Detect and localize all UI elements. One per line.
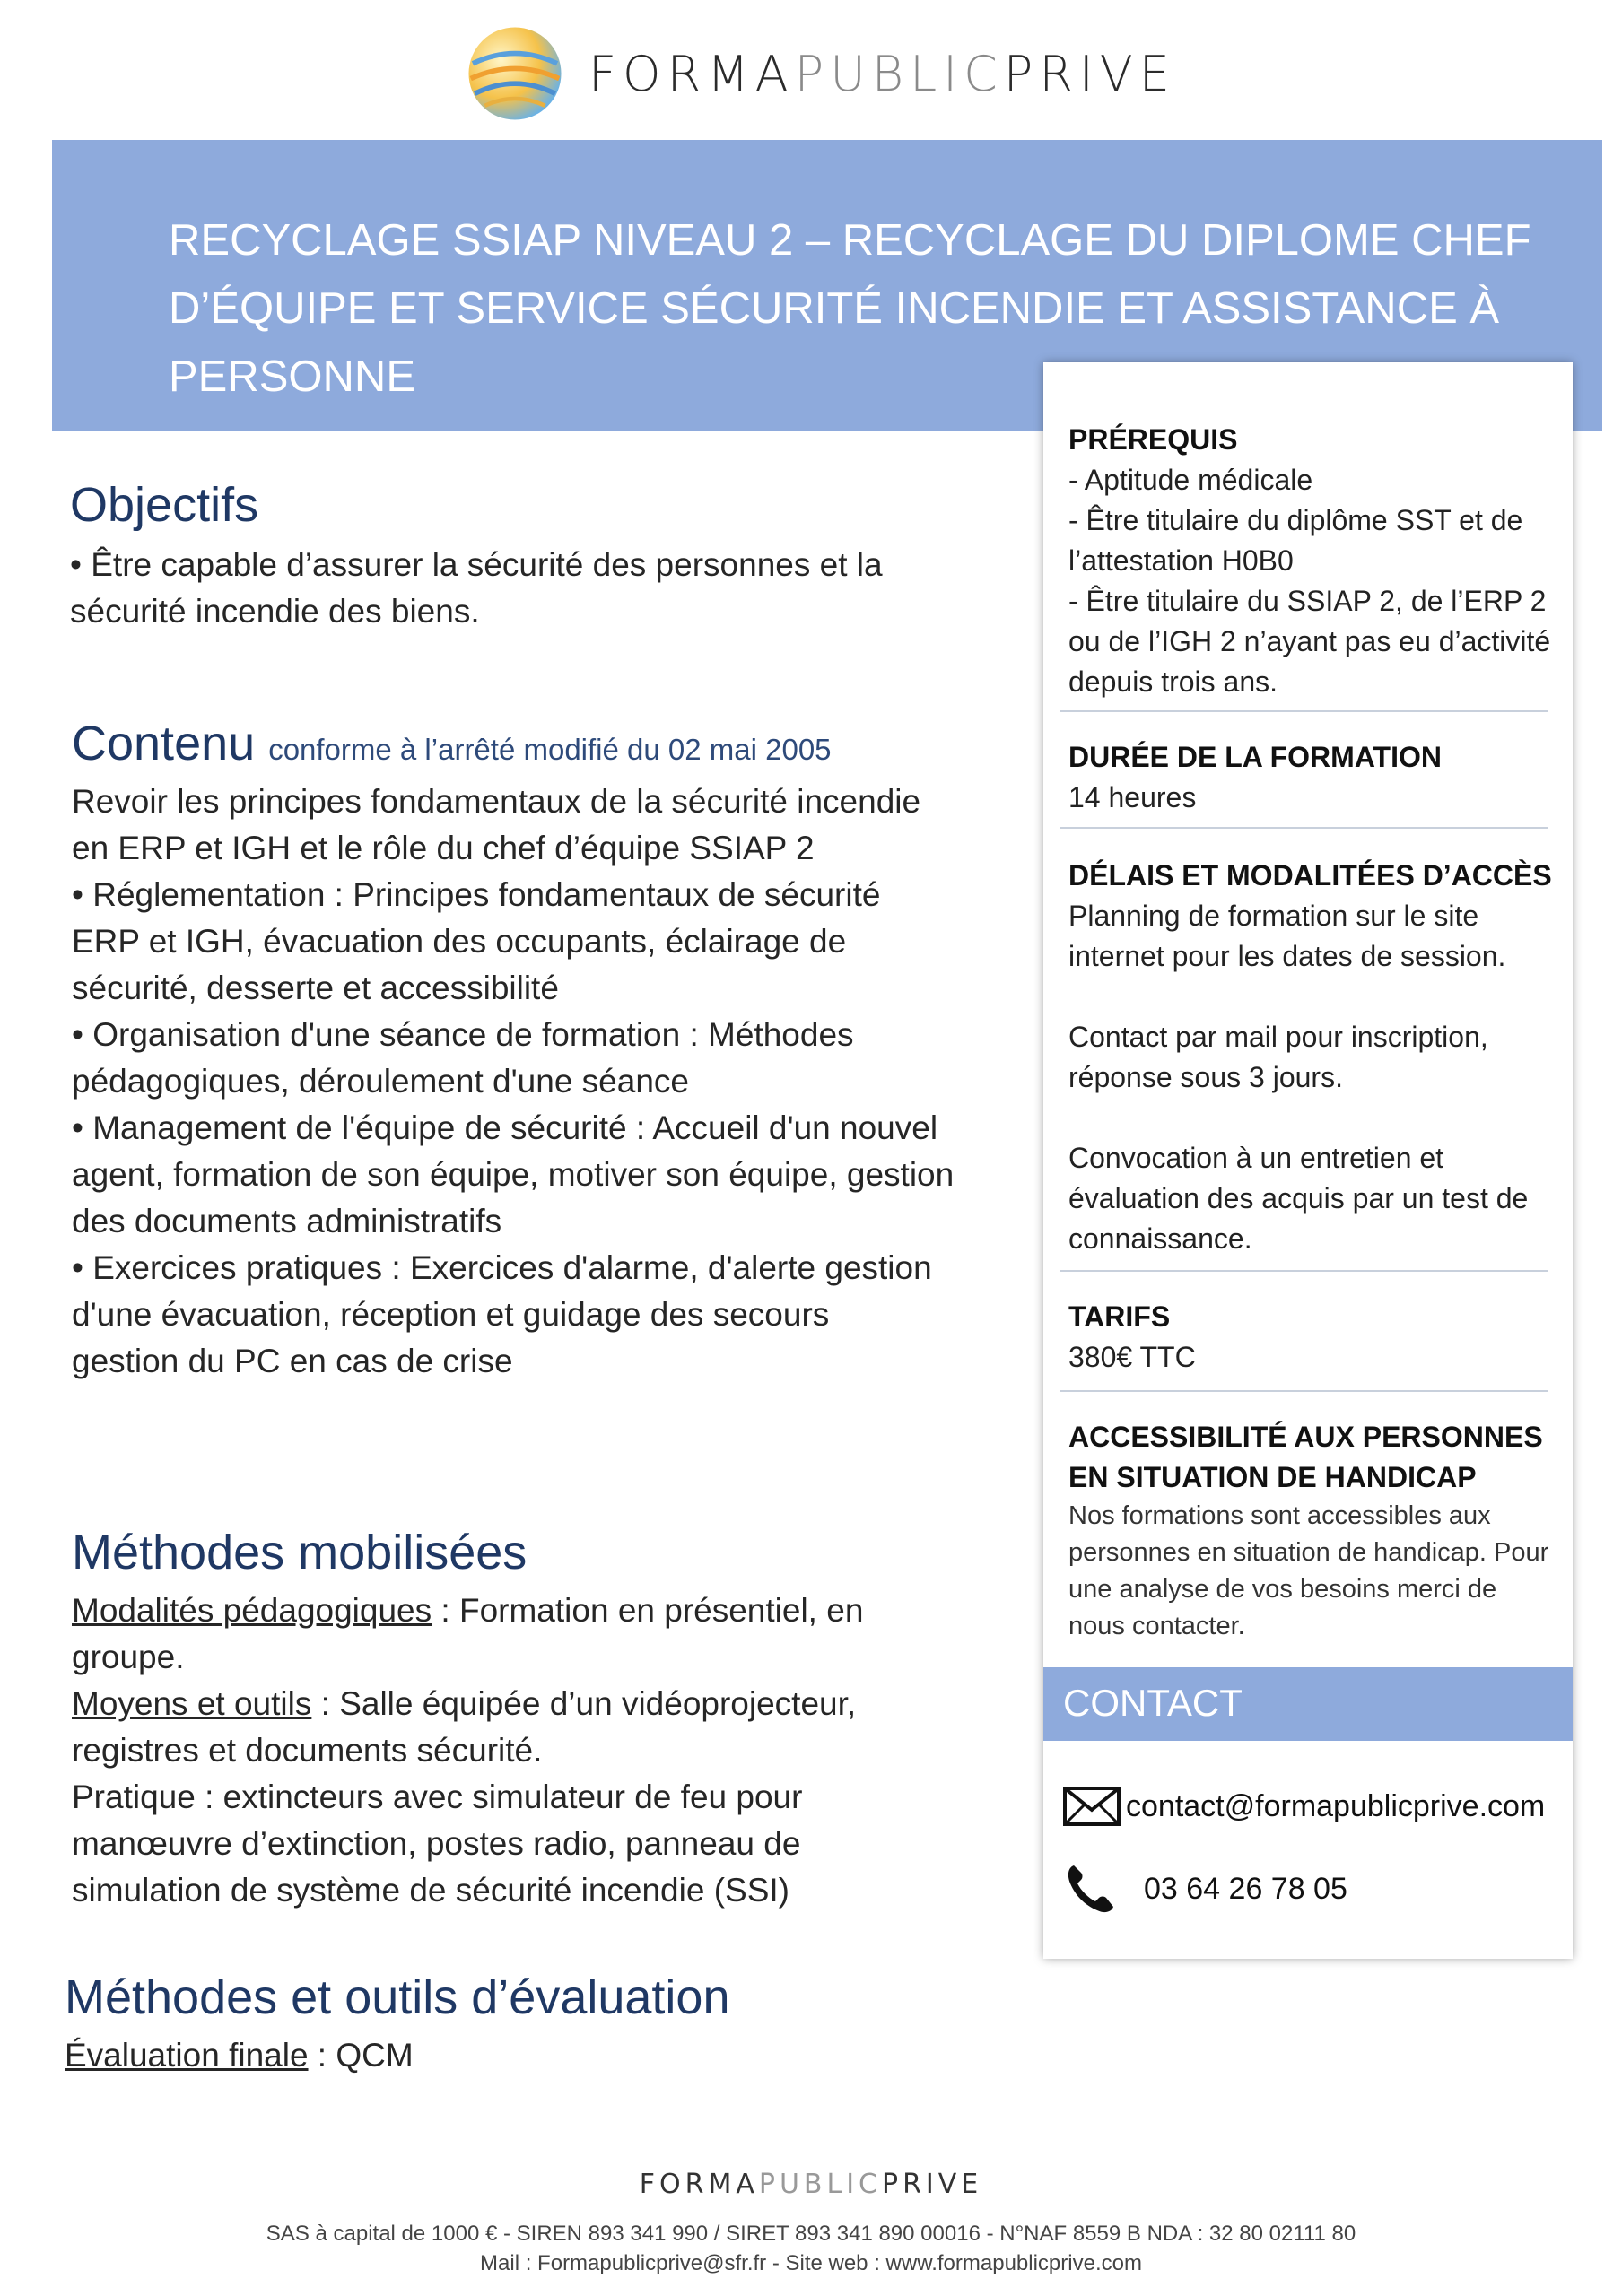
objectifs-text: • Être capable d’assurer la sécurité des personnes et la sécurité incendie des biens. [70,546,883,630]
accessibilite-text: Nos formations sont accessibles aux personnes en situation de handicap. Pour une analyse de vos besoins merci de nous contacter. [1068,1501,1549,1640]
contact-phone[interactable]: 03 64 26 78 05 [1144,1871,1347,1906]
tarifs-title: TARIFS [1068,1300,1171,1333]
evaluation-label: Évaluation finale [65,2037,309,2074]
tarifs-value: 380€ TTC [1068,1341,1196,1373]
objectifs-heading: Objectifs [70,478,259,532]
footer-legal: SAS à capital de 1000 € - SIREN 893 341 990 / SIRET 893 341 890 00016 - N°NAF 8559 B NDA : 32 80 02111 80 [266,2222,1356,2246]
contenu-heading: Contenu conforme à l’arrêté modifié du 02 mai 2005 [72,717,832,770]
prerequis-item: - Être titulaire du SSIAP 2, de l’ERP 2 ou de l’IGH 2 n’ayant pas eu d’activité depuis trois ans. [1068,585,1551,698]
contenu-subheading: conforme à l’arrêté modifié du 02 mai 2005 [268,733,832,766]
page-title: RECYCLAGE SSIAP NIVEAU 2 – RECYCLAGE DU DIPLOME CHEF D’ÉQUIPE ET SERVICE SÉCURITÉ INCENDIE ET ASSISTANCE À PERSONNE [169,216,1531,401]
delais-title: DÉLAIS ET MODALITÉES D’ACCÈS [1068,859,1552,891]
delais-item: Convocation à un entretien et évaluation des acquis par un test de connaissance. [1068,1142,1529,1255]
prerequis-title: PRÉREQUIS [1068,423,1238,456]
envelope-icon [1063,1787,1121,1826]
delais-item: Planning de formation sur le site internet pour les dates de session. [1068,900,1506,972]
contenu-line: Revoir les principes fondamentaux de la sécurité incendie en ERP et IGH et le rôle du chef d’équipe SSIAP 2 [72,783,921,866]
accessibilite-block [1068,1417,1553,1645]
divider [1060,827,1548,829]
contenu-line: • Organisation d'une séance de formation : Méthodes pédagogiques, déroulement d'une séance [72,1016,854,1100]
evaluation-text: Évaluation finale : QCM [65,2037,414,2074]
phone-icon [1063,1862,1117,1916]
prerequis-item: - Être titulaire du diplôme SST et de l’attestation H0B0 [1068,504,1523,577]
duree-value: 14 heures [1068,781,1197,813]
contenu-line: • Réglementation : Principes fondamentaux de sécurité ERP et IGH, évacuation des occupants, éclairage de sécurité, desserte et accessibilité [72,876,881,1006]
contact-email[interactable]: contact@formapublicprive.com [1126,1788,1546,1823]
divider [1060,1270,1548,1272]
globe-logo-icon [465,23,565,124]
methodes-text: Modalités pédagogiques : Formation en présentiel, en groupe. Moyens et outils : Salle équipée d’un vidéoprojecteur, registres et documents sécurité. Pratique : extincteurs avec simulateur de feu pour manœuvre d’extinction, postes radio, panneau de simulation de système de sécurité incendie (SSI) [72,1587,955,1914]
delais-item: Contact par mail pour inscription, réponse sous 3 jours. [1068,1021,1488,1093]
pratique-text: Pratique : extincteurs avec simulateur de feu pour manœuvre d’extinction, postes radio, panneau de simulation de système de sécurité incendie (SSI) [72,1779,803,1909]
info-sidebar [1043,362,1573,1959]
contact-header: CONTACT [1043,1667,1573,1741]
tarifs-block [1068,1297,1553,1378]
modalites-label: Modalités pédagogiques [72,1592,432,1629]
divider [1060,710,1548,712]
contenu-list [72,778,955,1385]
moyens-label: Moyens et outils [72,1685,312,1722]
evaluation-heading: Méthodes et outils d’évaluation [65,1970,730,2024]
footer-contact: Mail : Formapublicprive@sfr.fr - Site web : www.formapublicprive.com [480,2251,1142,2275]
duree-title: DURÉE DE LA FORMATION [1068,741,1442,773]
delais-block [1068,856,1553,1259]
header-logo [465,20,1176,127]
methodes-heading: Méthodes mobilisées [72,1526,528,1579]
duree-block [1068,737,1553,818]
prerequis-item: - Aptitude médicale [1068,464,1313,496]
contenu-line: • Exercices pratiques : Exercices d'alarme, d'alerte gestion d'une évacuation, réception et guidage des secours [72,1249,932,1333]
contenu-line: gestion du PC en cas de crise [72,1343,513,1379]
divider [1060,1390,1548,1392]
brand-name: FORMAPUBLICPRIVE [589,45,1176,102]
contenu-line: • Management de l'équipe de sécurité : Accueil d'un nouvel agent, formation de son équipe, motiver son équipe, gestion des documents administratifs [72,1109,955,1239]
contact-phone-row[interactable] [1063,1862,1347,1916]
prerequis-block [1068,420,1553,702]
footer-brand: FORMAPUBLICPRIVE [639,2169,983,2200]
contact-email-row[interactable] [1063,1787,1545,1826]
accessibilite-title: ACCESSIBILITÉ AUX PERSONNES EN SITUATION DE HANDICAP [1068,1421,1543,1493]
